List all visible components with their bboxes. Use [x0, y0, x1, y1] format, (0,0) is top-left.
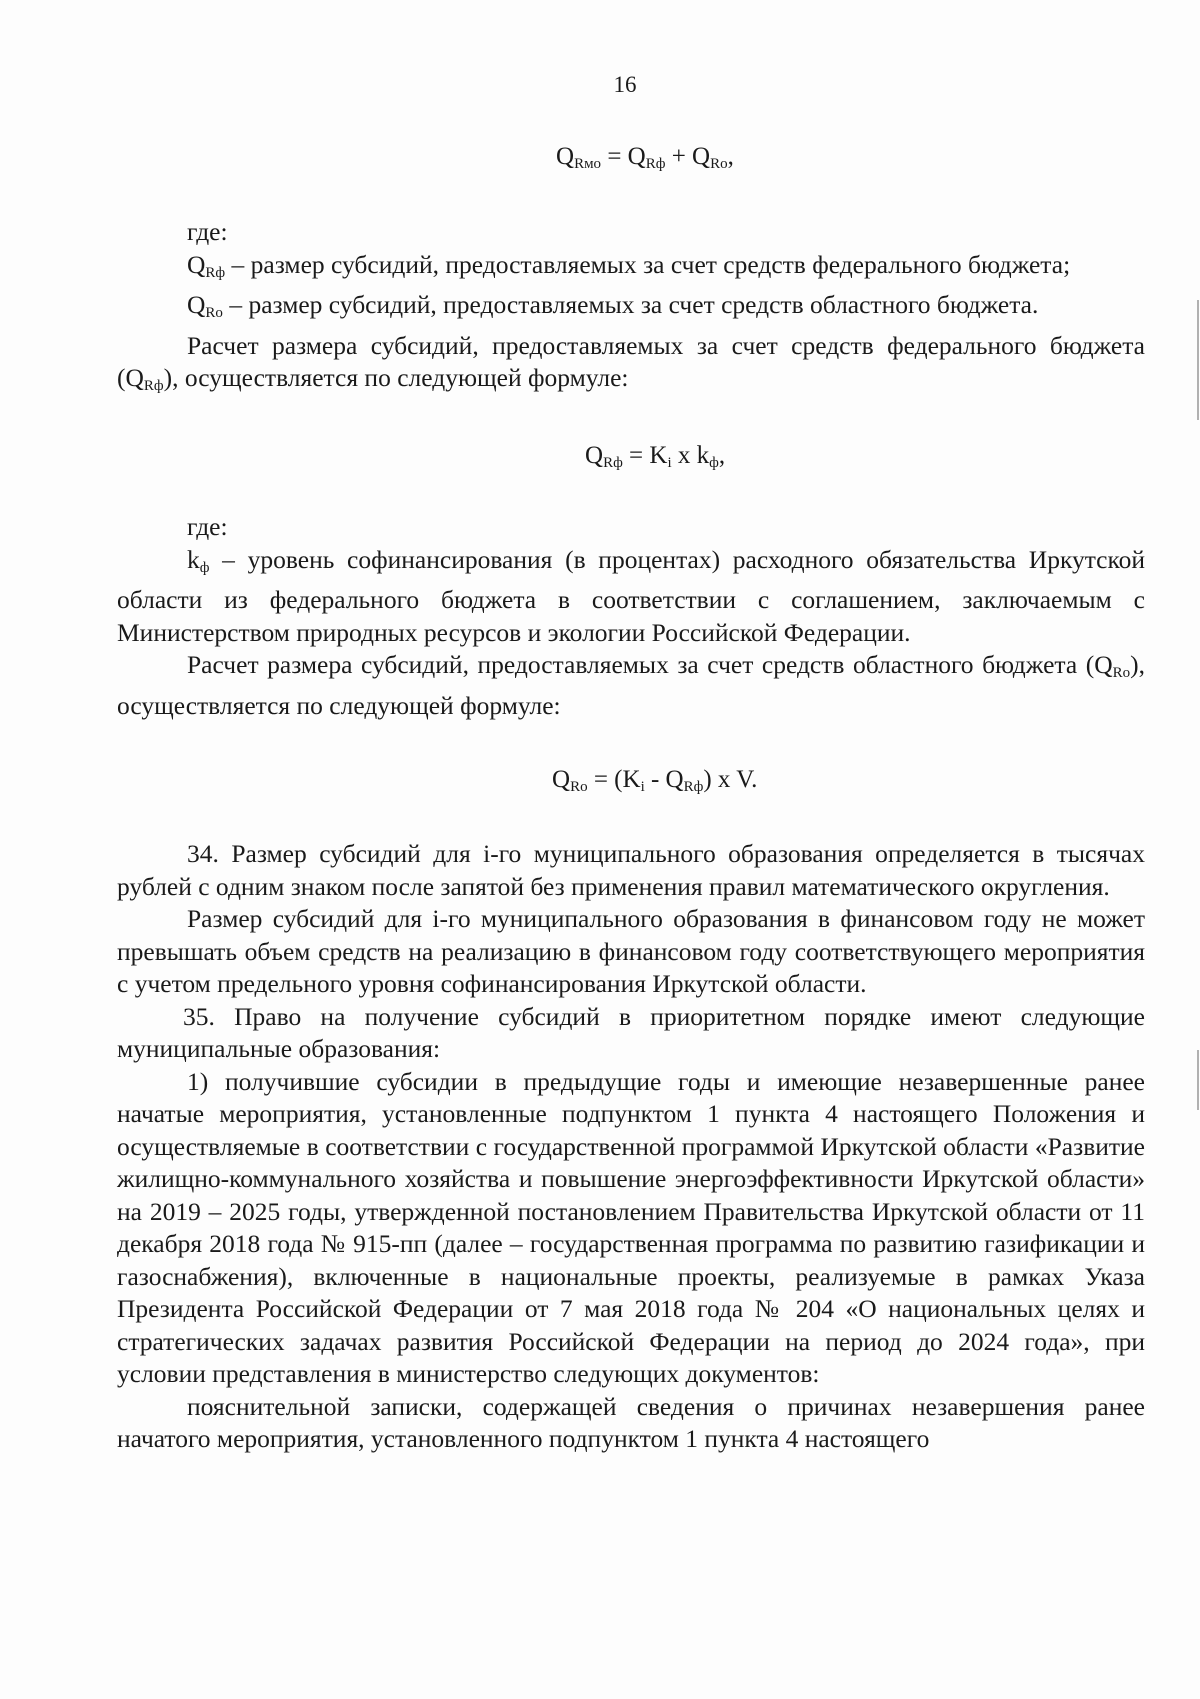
formula-term: , [727, 143, 734, 170]
definition-q-rf [117, 249, 1145, 290]
symbol: Q [187, 249, 206, 279]
formula-term: ) x V. [703, 766, 758, 793]
definitions-block-1 [117, 216, 1145, 403]
main-text-block [117, 838, 1145, 1456]
formula-subscript: Rф [603, 455, 623, 471]
paragraph-text: ), осуществляется по следующей формуле: [163, 363, 629, 392]
formula-subscript: Ro [570, 779, 588, 795]
formula-term: Q [552, 766, 571, 793]
paragraph-35-item-1: 1) получившие субсидии в предыдущие годы и имеющие незавершенные ранее начатые мероприятия, установленные подпунктом 1 пункта 4 настоящего Положения и осуществляемые в соответствии с государственной программой Иркутской области «Развитие жилищно-коммунального хозяйства и повышение энергоэффективности Иркутской области» на 2019 – 2025 годы, утвержденной постановлением Правительства Иркутской области от 11 декабря 2018 года № 915-пп (далее – государственная программа по развитию газификации и газоснабжения), включенные в национальные проекты, реализуемые в рамках Указа Президента Российской Федерации от 7 мая 2018 года № 204 «О национальных целях и стратегических задачах развития Российской Федерации на период до 2024 года», при условии представления в министерство следующих документов: [117, 1066, 1145, 1388]
formula-term: = Q [601, 143, 646, 170]
formula-subscript: i [640, 779, 645, 795]
formula-subscript: ф [709, 455, 719, 471]
paragraph-35: 35. Право на получение субсидий в приоритетном порядке имеют следующие муниципальные образования: [117, 1001, 1145, 1063]
formula-term: Q [556, 143, 575, 170]
paragraph-34-limit: Размер субсидий для i-го муниципального образования в финансовом году не может превышать объем средств на реализацию в финансовом году соответствующего мероприятия с учетом предельного уровня софинансирования Иркутской области. [117, 904, 1145, 998]
formula-term: - Q [644, 766, 684, 793]
formula-subscript: Rф [683, 779, 704, 795]
scan-edge-mark [1197, 300, 1199, 420]
formula-term: = (K [587, 766, 641, 793]
formula-term: Q [585, 442, 604, 469]
where-label: где: [187, 217, 228, 246]
calc-regional-paragraph [117, 649, 1145, 722]
formula-q-rmo [556, 143, 734, 173]
formula-q-rf [585, 442, 725, 472]
page-number: 16 [613, 72, 637, 97]
paragraph-text: ), осуществляется по следующей формуле: [117, 650, 1145, 720]
paragraph-text: Расчет размера субсидий, предоставляемых за счет средств областного бюджета (Q [187, 650, 1113, 679]
symbol-subscript: Ro [1112, 665, 1131, 681]
where-label: где: [187, 512, 228, 541]
symbol: Q [187, 290, 206, 319]
calc-federal-paragraph [117, 330, 1145, 403]
definition-kf [117, 544, 1145, 650]
definition-q-ro [117, 289, 1145, 330]
formula-subscript: i [667, 455, 672, 471]
formula-term: , [718, 442, 726, 469]
formula-term: + Q [665, 143, 711, 170]
symbol: k [187, 544, 200, 574]
formula-subscript: Rф [645, 156, 666, 172]
paragraph-text: Расчет размера субсидий, предоставляемых за счет средств федерального бюджета (Q [117, 330, 1145, 392]
symbol-subscript: Rф [205, 264, 226, 281]
symbol-subscript: Rф [143, 378, 164, 394]
formula-term: x k [671, 442, 710, 469]
paragraph-34: 34. Размер субсидий для i-го муниципального образования определяется в тысячах рублей с одним знаком после запятой без применения правил математического округления. [117, 839, 1145, 901]
formula-subscript: Ro [710, 156, 728, 172]
symbol-subscript: ф [199, 559, 210, 576]
definitions-block-2 [117, 511, 1145, 722]
definition-text: – уровень софинансирования (в процентах) расходного обязательства Иркутской области из федерального бюджета в соответствии с соглашением, заключаемым с Министерством природных ресурсов и экологии Российской Федерации. [117, 544, 1145, 647]
scan-edge-mark [1197, 1050, 1199, 1110]
formula-subscript: Rмо [574, 156, 602, 172]
paragraph-35-note: пояснительной записки, содержащей сведения о причинах незавершения ранее начатого мероприятия, установленного подпунктом 1 пункта 4 настоящего [117, 1391, 1145, 1453]
formula-q-ro [552, 766, 757, 796]
definition-text: – размер субсидий, предоставляемых за счет средств федерального бюджета; [225, 249, 1071, 279]
definition-text: – размер субсидий, предоставляемых за счет средств областного бюджета. [222, 290, 1039, 319]
formula-term: = K [622, 442, 668, 469]
symbol-subscript: Ro [205, 305, 223, 321]
